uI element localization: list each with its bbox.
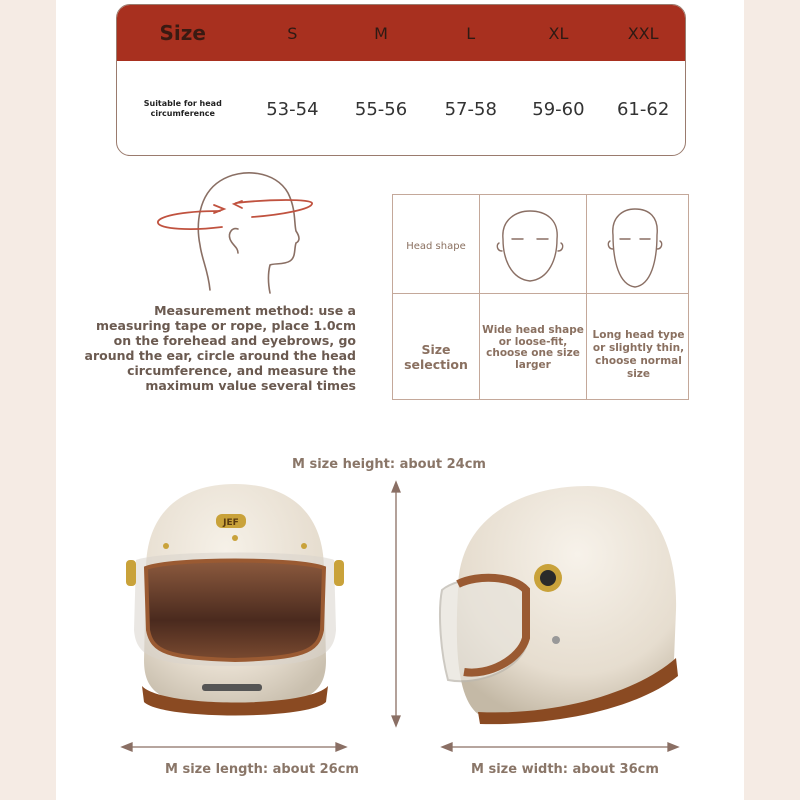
length-dimension-label: M size length: about 26cm: [165, 762, 359, 777]
visor-hinge-right: [334, 560, 344, 586]
circumference-label: Suitable for head circumference: [143, 99, 222, 118]
helmet-badge-text: JEF: [223, 518, 239, 528]
circumference-xl: 59-60: [532, 98, 585, 120]
long-face-icon: [605, 207, 665, 289]
grid-divider: [393, 293, 688, 294]
head-measure-illustration: [150, 165, 320, 295]
size-table-row: [117, 61, 685, 156]
circumference-l: 57-58: [444, 98, 497, 120]
wide-face-icon: [495, 209, 565, 285]
size-header-label: Size: [159, 21, 206, 45]
wide-head-advice: Wide head shape or loose-fit, choose one size larger: [482, 324, 584, 371]
circumference-s: 53-54: [266, 98, 319, 120]
circumference-xxl: 61-62: [616, 98, 670, 120]
height-dimension-label: M size height: about 24cm: [292, 457, 486, 472]
measurement-method-text: Measurement method: use a measuring tape or rope, place 1.0cm on the forehead and eyebrows, go around the ear, circle around the head circumference, and measure the maximum value several times: [84, 303, 356, 393]
helmet-front-view: [122, 480, 348, 728]
size-l: L: [466, 23, 476, 43]
long-head-advice: Long head type or slightly thin, choose normal size: [592, 329, 685, 380]
visor-hinge-left: [126, 560, 136, 586]
size-xl: XL: [548, 23, 569, 43]
size-m: M: [374, 23, 388, 43]
size-selection-label: Size selection: [404, 342, 468, 372]
ear-outline: [229, 229, 238, 253]
size-chart-table: [116, 4, 686, 156]
size-s: S: [287, 23, 298, 43]
tape-arrow-left: [214, 205, 224, 213]
head-profile-outline: [198, 173, 299, 293]
width-dimension-label: M size width: about 36cm: [471, 762, 659, 777]
tape-right-loop: [236, 200, 312, 217]
tape-left-loop: [158, 211, 222, 229]
size-xxl: XXL: [627, 23, 659, 43]
helmet-eye-port: [146, 561, 324, 661]
size-table-header: [117, 5, 685, 61]
helmet-chin-vent: [202, 684, 262, 691]
circumference-m: 55-56: [354, 98, 408, 120]
tape-arrow-right: [234, 201, 242, 208]
head-shape-label: Head shape: [406, 241, 466, 252]
head-shape-grid: [392, 194, 689, 400]
helmet-side-view: [438, 480, 682, 726]
